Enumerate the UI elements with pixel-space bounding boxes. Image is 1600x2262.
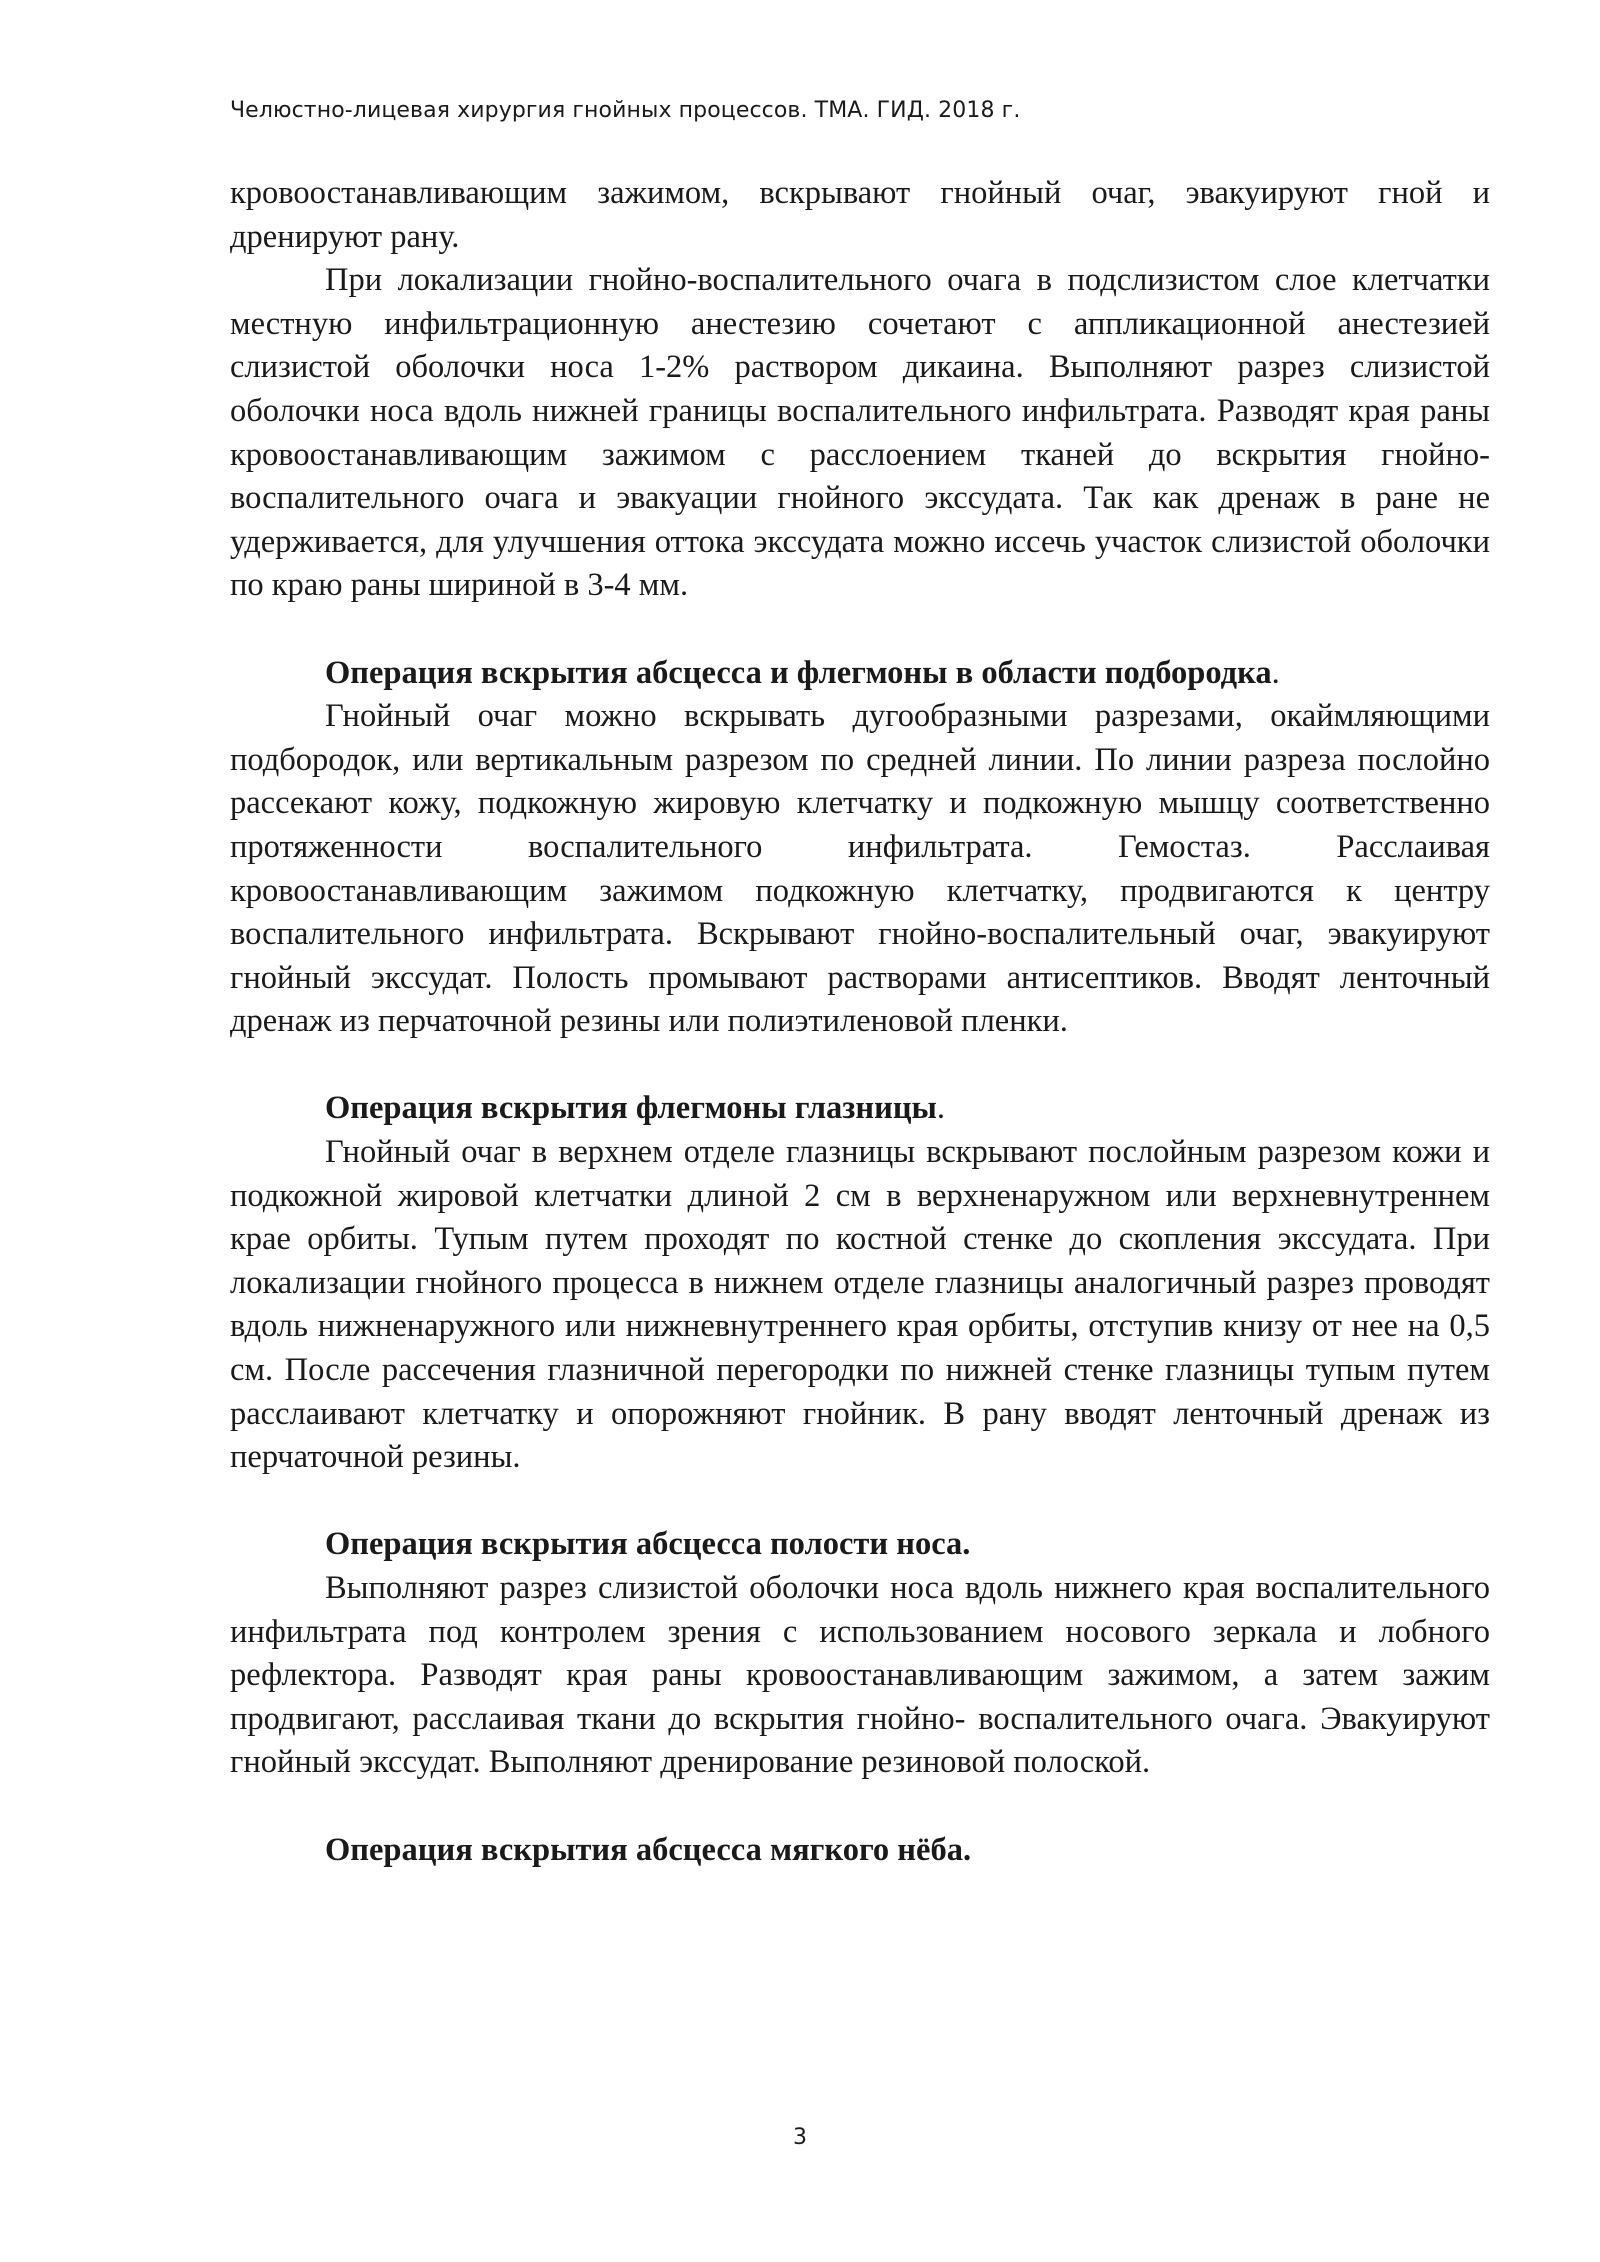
section-heading-soft-palate-text: Операция вскрытия абсцесса мягкого нёба.	[325, 1831, 972, 1868]
section-heading-chin	[230, 652, 1490, 696]
running-header: Челюстно-лицевая хирургия гнойных процессов. ТМА. ГИД. 2018 г.	[230, 98, 1021, 123]
section-heading-chin-period: .	[1271, 654, 1280, 691]
paragraph-orbit: Гнойный очаг в верхнем отделе глазницы вскрывают послойным разрезом кожи и подкожной жировой клетчатки длиной 2 см в верхненаружном или верхневнутреннем крае орбиты. Тупым путем проходят по костной стенке до скопления экссудата. При локализации гнойного процесса в нижнем отделе глазницы аналогичный разрез проводят вдоль нижненаружного или нижневнутреннего края орбиты, отступив книзу от нее на 0,5 см. После рассечения глазничной перегородки по нижней стенке глазницы тупым путем расслаивают клетчатку и опорожняют гнойник. В рану вводят ленточный дренаж из перчаточной резины.	[230, 1134, 1490, 1476]
section-heading-soft-palate	[230, 1829, 1490, 1873]
page-number: 3	[793, 2125, 807, 2150]
section-heading-orbit	[230, 1087, 1490, 1131]
section-heading-nasal-cavity	[230, 1523, 1490, 1567]
section-heading-orbit-period: .	[936, 1090, 946, 1127]
section-heading-orbit-text: Операция вскрытия флегмоны глазницы	[325, 1090, 937, 1127]
paragraph-nasal-cavity: Выполняют разрез слизистой оболочки носа вдоль нижнего края воспалительного инфильтрата под контролем зрения с использованием носового зеркала и лобного рефлектора. Разводят края раны кровоостанавливающим зажимом, а затем зажим продвигают, расслаивая ткани до вскрытия гнойно- воспалительного очага. Эвакуируют гнойный экссудат. Выполняют дренирование резиновой полоской.	[230, 1570, 1490, 1781]
section-heading-nasal-cavity-text: Операция вскрытия абсцесса полости носа.	[325, 1526, 971, 1563]
paragraph-continuation: кровоостанавливающим зажимом, вскрывают гнойный очаг, эвакуируют гной и дренируют рану.	[230, 175, 1490, 255]
paragraph-chin: Гнойный очаг можно вскрывать дугообразными разрезами, окаймляющими подбородок, или вертикальным разрезом по средней линии. По линии разреза послойно рассекают кожу, подкожную жировую клетчатку и подкожную мышцу соответственно протяженности воспалительного инфильтрата. Гемостаз. Расслаивая кровоостанавливающим зажимом подкожную клетчатку, продвигаются к центру воспалительного инфильтрата. Вскрывают гнойно-воспалительный очаг, эвакуируют гнойный экссудат. Полость промывают растворами антисептиков. Вводят ленточный дренаж из перчаточной резины или полиэтиленовой пленки.	[230, 698, 1490, 1040]
section-heading-chin-text: Операция вскрытия абсцесса и флегмоны в области подбородка	[325, 654, 1272, 691]
page-body	[230, 172, 1490, 1872]
paragraph-submucosal: При локализации гнойно-воспалительного очага в подслизистом слое клетчатки местную инфильтрационную анестезию сочетают с аппликационной анестезией слизистой оболочки носа 1-2% раствором дикаина. Выполняют разрез слизистой оболочки носа вдоль нижней границы воспалительного инфильтрата. Разводят края раны кровоостанавливающим зажимом с расслоением тканей до вскрытия гнойно-воспалительного очага и эвакуации гнойного экссудата. Так как дренаж в ране не удерживается, для улучшения оттока экссудата можно иссечь участок слизистой оболочки по краю раны шириной в 3-4 мм.	[230, 262, 1490, 604]
